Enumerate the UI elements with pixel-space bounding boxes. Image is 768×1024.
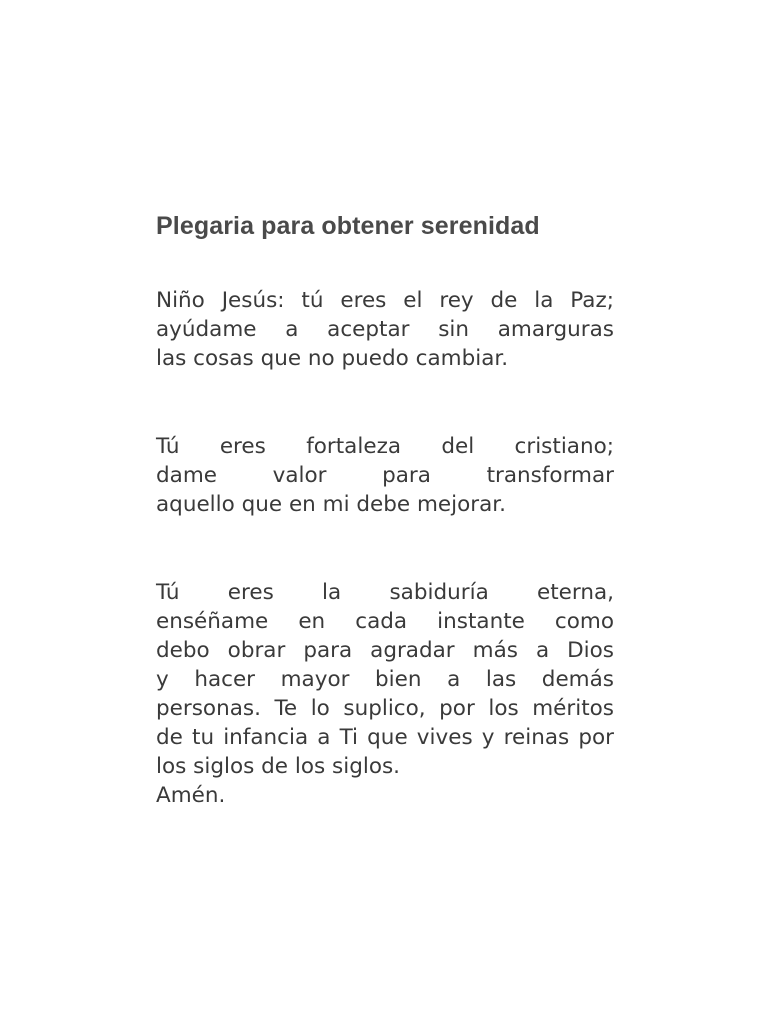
stanza-3 [156, 578, 614, 781]
stanza-1 [156, 286, 614, 373]
stanza-line: Tú eres fortaleza del cristiano; [156, 434, 614, 459]
stanza-line: dame valor para transformar [156, 463, 614, 488]
stanza-line: y hacer mayor bien a las demás [156, 667, 614, 692]
stanza-2 [156, 432, 614, 519]
stanza-line: los siglos de los siglos. [156, 754, 401, 779]
closing-amen: Amén. [156, 783, 226, 808]
stanza-line: aquello que en mi debe mejorar. [156, 492, 506, 517]
stanza-line: de tu infancia a Ti que vives y reinas por [156, 725, 614, 750]
prayer-title: Plegaria para obtener serenidad [156, 212, 540, 240]
stanza-line: debo obrar para agradar más a Dios [156, 638, 614, 663]
stanza-line: ayúdame a aceptar sin amarguras [156, 317, 614, 342]
stanza-line: las cosas que no puedo cambiar. [156, 346, 509, 371]
stanza-line: personas. Te lo suplico, por los méritos [156, 696, 614, 721]
stanza-line: Niño Jesús: tú eres el rey de la Paz; [156, 288, 614, 313]
stanza-line: enséñame en cada instante como [156, 609, 614, 634]
stanza-line: Tú eres la sabiduría eterna, [156, 580, 614, 605]
